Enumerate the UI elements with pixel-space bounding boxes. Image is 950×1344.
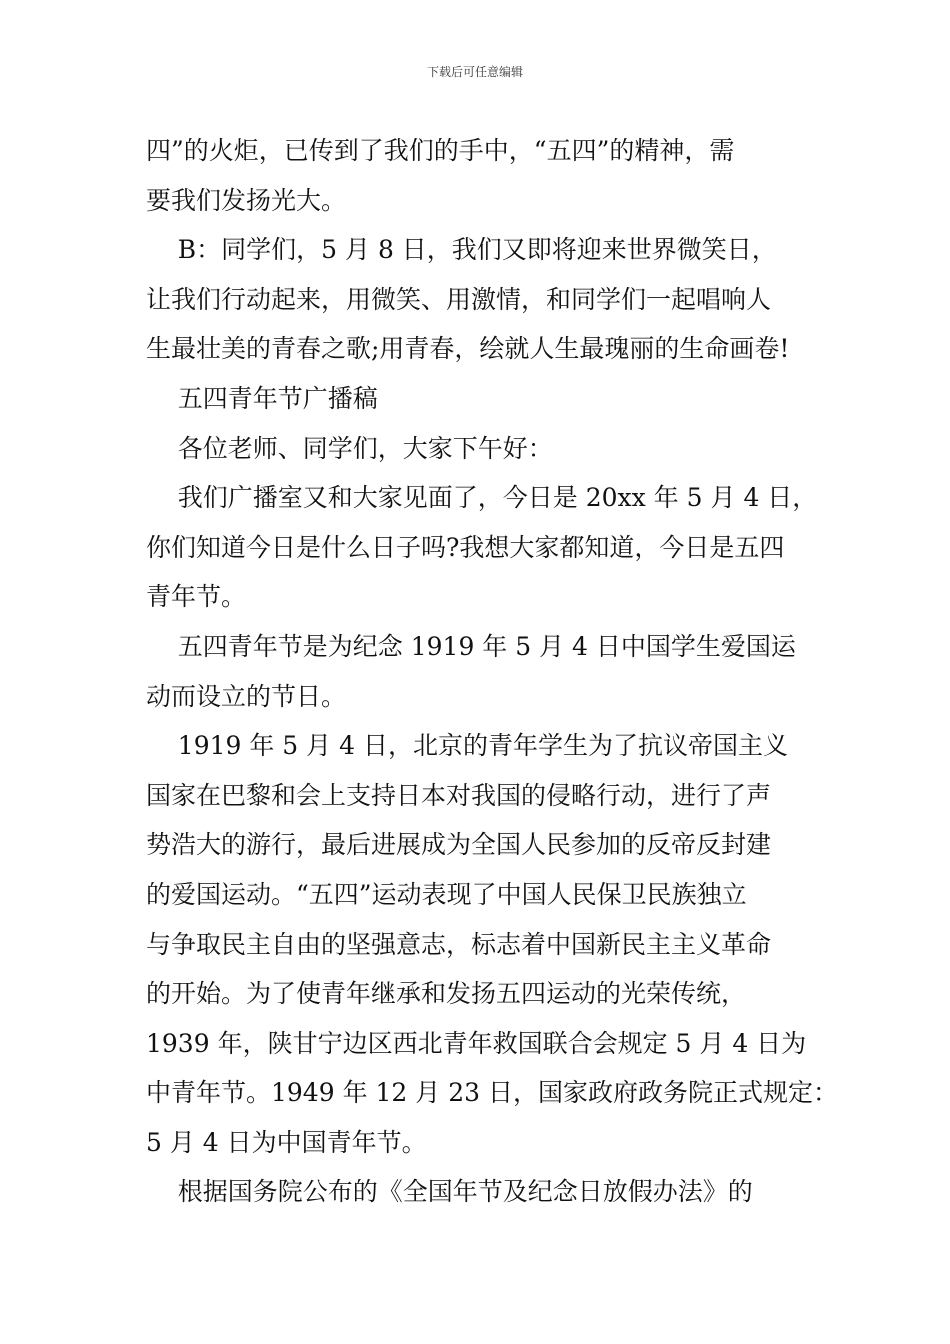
- text-line: 5 月 4 日为中国青年节。: [146, 1127, 427, 1157]
- text-line: 生最壮美的青春之歌;用青春，绘就人生最瑰丽的生命画卷!: [146, 334, 790, 364]
- text-line: 你们知道今日是什么日子吗?我想大家都知道，今日是五四: [146, 532, 785, 562]
- text-line: 动而设立的节日。: [146, 681, 347, 711]
- page-header: 下载后可任意编辑: [426, 65, 523, 79]
- text-line: 五四青年节是为纪念 1919 年 5 月 4 日中国学生爱国运: [146, 631, 796, 661]
- text-line: 国家在巴黎和会上支持日本对我国的侵略行动，进行了声: [146, 780, 772, 810]
- text-line: 青年节。: [146, 582, 247, 612]
- text-line: 五四青年节广播稿: [146, 383, 378, 413]
- text-line: 1919 年 5 月 4 日，北京的青年学生为了抗议帝国主义: [146, 731, 788, 761]
- text-line: 要我们发扬光大。: [146, 185, 347, 215]
- text-line: 的爱国运动。“五四”运动表现了中国人民保卫民族独立: [146, 879, 747, 909]
- text-line: B：同学们，5 月 8 日，我们又即将迎来世界微笑日，: [146, 235, 777, 265]
- text-line: 根据国务院公布的《全国年节及纪念日放假办法》的: [146, 1177, 753, 1207]
- text-line: 我们广播室又和大家见面了，今日是 20xx 年 5 月 4 日，: [146, 483, 818, 513]
- text-line: 让我们行动起来，用微笑、用激情，和同学们一起唱响人: [146, 284, 772, 314]
- text-line: 势浩大的游行，最后进展成为全国人民参加的反帝反封建: [146, 830, 772, 860]
- text-line: 与争取民主自由的坚强意志，标志着中国新民主主义革命: [146, 929, 772, 959]
- text-line: 中青年节。1949 年 12 月 23 日，国家政府政务院正式规定：: [146, 1078, 838, 1108]
- text-line: 1939 年，陕甘宁边区西北青年救国联合会规定 5 月 4 日为: [146, 1028, 807, 1058]
- text-line: 各位老师、同学们，大家下午好：: [146, 433, 553, 463]
- text-line: 四”的火炬，已传到了我们的手中，“五四”的精神，需: [146, 136, 735, 165]
- document-body: [146, 126, 838, 1217]
- text-line: 的开始。为了使青年继承和发扬五四运动的光荣传统，: [146, 979, 747, 1009]
